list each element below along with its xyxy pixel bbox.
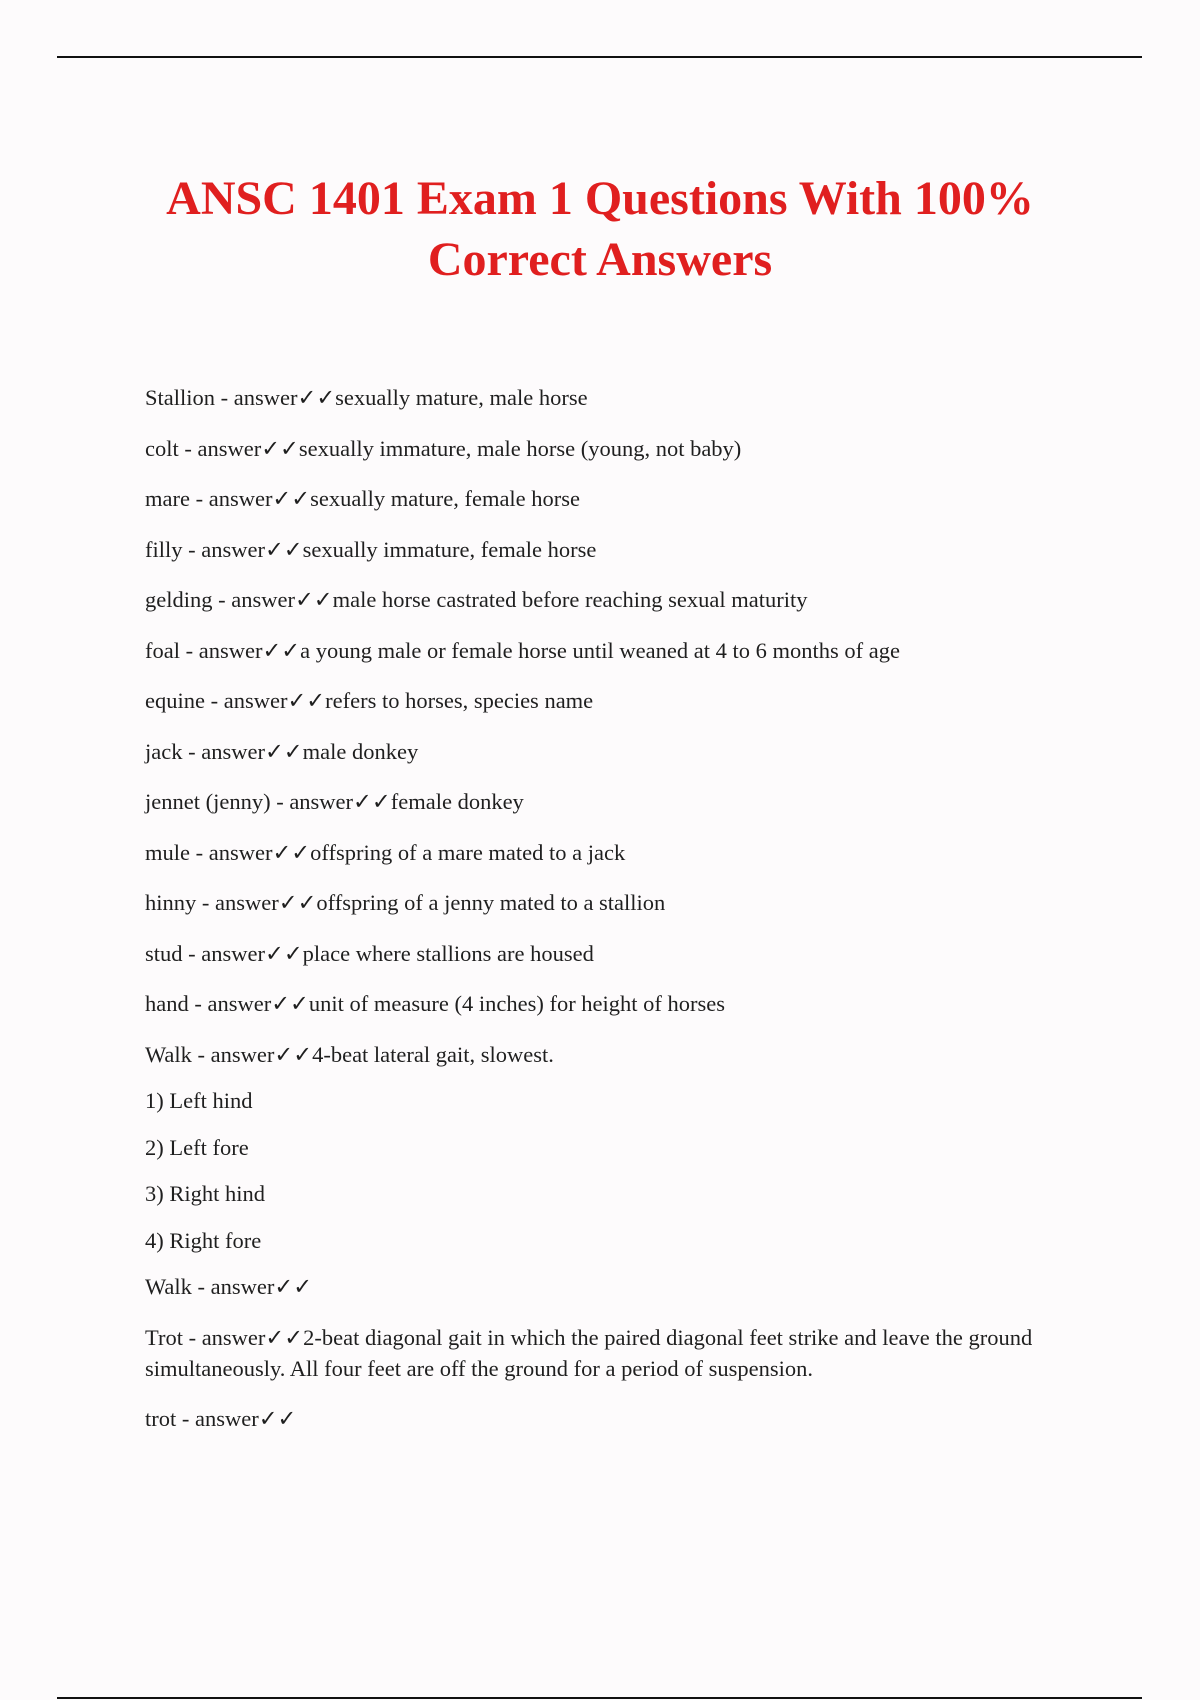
- footer-rule: [57, 1697, 1142, 1699]
- paragraph: stud - answer✓✓place where stallions are housed: [145, 940, 594, 966]
- paragraph: colt - answer✓✓sexually immature, male horse (young, not baby): [145, 435, 742, 461]
- paragraph: jennet (jenny) - answer✓✓female donkey: [145, 789, 524, 814]
- paragraph: hinny - answer✓✓offspring of a jenny mated to a stallion: [145, 890, 666, 915]
- paragraph: gelding - answer✓✓male horse castrated before reaching sexual maturity: [145, 587, 808, 612]
- paragraph: jack - answer✓✓male donkey: [145, 738, 419, 764]
- paragraph: Walk - answer✓✓: [145, 1274, 313, 1299]
- document-body: [145, 382, 1045, 1454]
- paragraph: filly - answer✓✓sexually immature, female horse: [145, 536, 597, 562]
- paragraph: trot - answer✓✓: [145, 1406, 297, 1431]
- paragraph: equine - answer✓✓refers to horses, species name: [145, 688, 594, 713]
- paragraph: mare - answer✓✓sexually mature, female horse: [145, 486, 581, 511]
- list-item: 2) Left fore: [145, 1134, 249, 1160]
- paragraph: Trot - answer✓✓2-beat diagonal gait in which the paired diagonal feet strike and leave the ground simultaneously. All four feet are off the ground for a period of suspension.: [145, 1324, 1033, 1381]
- list-item: 4) Right fore: [145, 1227, 262, 1253]
- paragraph: Stallion - answer✓✓sexually mature, male horse: [145, 385, 588, 410]
- paragraph: foal - answer✓✓a young male or female horse until weaned at 4 to 6 months of age: [145, 637, 900, 663]
- header-rule: [57, 56, 1142, 58]
- list-item: 1) Left hind: [145, 1088, 253, 1113]
- document-title: ANSC 1401 Exam 1 Questions With 100% Correct Answers: [166, 172, 1034, 286]
- paragraph: hand - answer✓✓unit of measure (4 inches) for height of horses: [145, 991, 726, 1016]
- paragraph: mule - answer✓✓offspring of a mare mated to a jack: [145, 839, 626, 865]
- paragraph: Walk - answer✓✓4-beat lateral gait, slowest.: [145, 1041, 554, 1067]
- list-item: 3) Right hind: [145, 1181, 266, 1206]
